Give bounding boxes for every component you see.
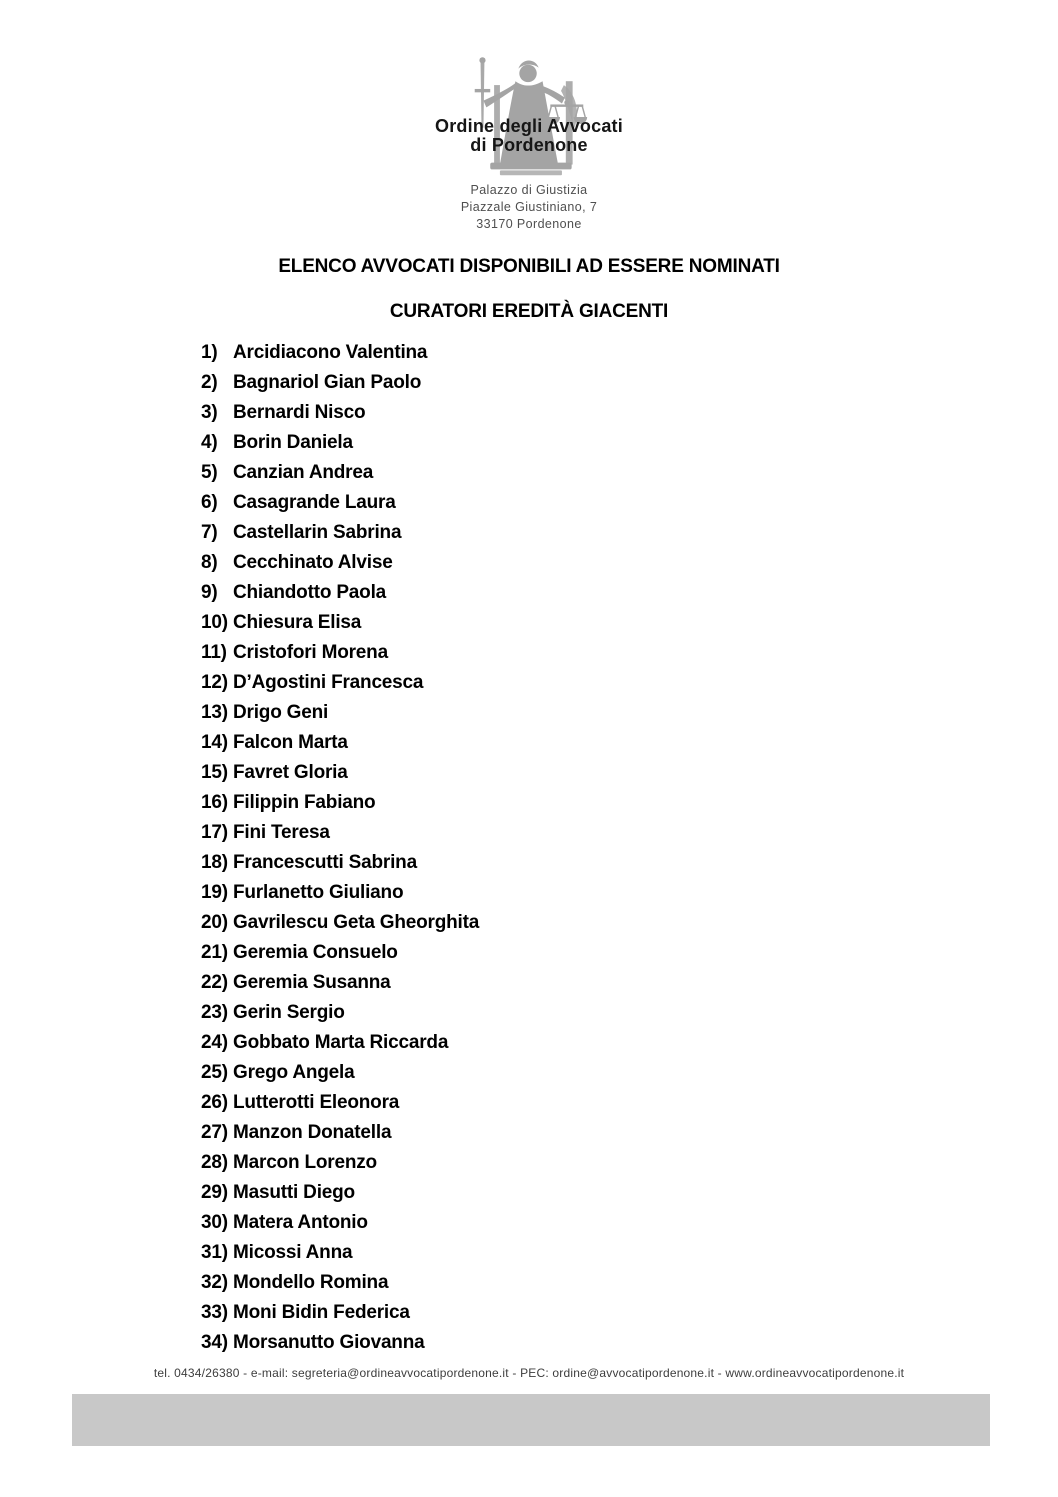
list-item-marker: 21) xyxy=(201,942,228,963)
list-item xyxy=(201,972,901,1002)
list-item xyxy=(201,1182,901,1212)
list-item-marker: 13) xyxy=(201,702,228,723)
list-item-marker: 12) xyxy=(201,672,228,693)
list-item-name: Matera Antonio xyxy=(233,1212,368,1233)
list-item-marker: 31) xyxy=(201,1242,228,1263)
list-item-marker: 17) xyxy=(201,822,228,843)
list-item-marker: 11) xyxy=(201,642,227,663)
org-name xyxy=(0,117,1058,155)
list-item-name: Morsanutto Giovanna xyxy=(233,1332,425,1353)
list-item xyxy=(201,702,901,732)
list-item-marker: 29) xyxy=(201,1182,228,1203)
list-item-name: Moni Bidin Federica xyxy=(233,1302,410,1323)
list-item-marker: 7) xyxy=(201,522,218,543)
list-item-name: Francescutti Sabrina xyxy=(233,852,417,873)
list-item-marker: 27) xyxy=(201,1122,228,1143)
list-item-name: Chiesura Elisa xyxy=(233,612,362,633)
list-item-marker: 5) xyxy=(201,462,218,483)
address-line-city: 33170 Pordenone xyxy=(476,217,582,231)
list-item xyxy=(201,1152,901,1182)
address-line-building: Palazzo di Giustizia xyxy=(470,183,588,197)
list-item-marker: 24) xyxy=(201,1032,228,1053)
list-item-name: Micossi Anna xyxy=(233,1242,353,1263)
list-item-name: Bernardi Nisco xyxy=(233,402,366,423)
list-item-name: Gerin Sergio xyxy=(233,1002,345,1023)
lawyer-list xyxy=(201,342,901,1362)
list-item-marker: 28) xyxy=(201,1152,228,1173)
list-item-marker: 30) xyxy=(201,1212,228,1233)
list-item xyxy=(201,1122,901,1152)
list-item xyxy=(201,942,901,972)
list-item xyxy=(201,792,901,822)
list-item xyxy=(201,1032,901,1062)
list-item-marker: 10) xyxy=(201,612,228,633)
list-item-marker: 2) xyxy=(201,372,218,393)
list-item-name: Filippin Fabiano xyxy=(233,792,376,813)
footer-contact-line: tel. 0434/26380 - e-mail: segreteria@ordineavvocatipordenone.it - PEC: ordine@avvocatipordenone.it - www.ordineavvocatipordenone.it xyxy=(153,1366,905,1380)
list-item-name: Drigo Geni xyxy=(233,702,329,723)
list-item-marker: 32) xyxy=(201,1272,228,1293)
list-item-name: Masutti Diego xyxy=(233,1182,355,1203)
list-item xyxy=(201,1062,901,1092)
list-item xyxy=(201,732,901,762)
list-item xyxy=(201,672,901,702)
list-item-marker: 23) xyxy=(201,1002,228,1023)
list-item-name: Canzian Andrea xyxy=(233,462,374,483)
list-item-name: Casagrande Laura xyxy=(233,492,396,513)
list-item-marker: 9) xyxy=(201,582,218,603)
org-name-line1: Ordine degli Avvocati xyxy=(435,116,623,136)
list-item xyxy=(201,852,901,882)
list-item-marker: 15) xyxy=(201,762,228,783)
list-item xyxy=(201,1332,901,1362)
list-item xyxy=(201,492,901,522)
list-item-name: Furlanetto Giuliano xyxy=(233,882,404,903)
list-item-name: Arcidiacono Valentina xyxy=(233,342,428,363)
list-item-marker: 26) xyxy=(201,1092,228,1113)
list-item xyxy=(201,1092,901,1122)
list-item-name: Gavrilescu Geta Gheorghita xyxy=(233,912,480,933)
list-item-name: Favret Gloria xyxy=(233,762,348,783)
list-item xyxy=(201,552,901,582)
list-item xyxy=(201,342,901,372)
list-item-marker: 33) xyxy=(201,1302,228,1323)
list-item xyxy=(201,432,901,462)
list-item-name: Fini Teresa xyxy=(233,822,330,843)
list-item-name: Cecchinato Alvise xyxy=(233,552,393,573)
list-item-name: Chiandotto Paola xyxy=(233,582,387,603)
list-item-marker: 4) xyxy=(201,432,218,453)
list-item-name: Mondello Romina xyxy=(233,1272,389,1293)
list-item-marker: 22) xyxy=(201,972,228,993)
list-item-name: Bagnariol Gian Paolo xyxy=(233,372,422,393)
list-item xyxy=(201,642,901,672)
list-item-name: Cristofori Morena xyxy=(233,642,388,663)
list-item xyxy=(201,1212,901,1242)
list-item-name: Lutterotti Eleonora xyxy=(233,1092,400,1113)
list-item xyxy=(201,822,901,852)
list-item-name: Grego Angela xyxy=(233,1062,355,1083)
document-title: ELENCO AVVOCATI DISPONIBILI AD ESSERE NOMINATI xyxy=(278,256,780,277)
list-item xyxy=(201,372,901,402)
list-item-name: D’Agostini Francesca xyxy=(233,672,424,693)
list-item-marker: 19) xyxy=(201,882,228,903)
address-block xyxy=(0,182,1058,233)
list-item-name: Geremia Susanna xyxy=(233,972,391,993)
list-item xyxy=(201,762,901,792)
list-item xyxy=(201,1002,901,1032)
footer-bar xyxy=(72,1394,990,1446)
list-item-name: Castellarin Sabrina xyxy=(233,522,402,543)
list-item-marker: 1) xyxy=(201,342,218,363)
org-name-line2: di Pordenone xyxy=(470,135,588,155)
list-item-marker: 8) xyxy=(201,552,218,573)
list-item xyxy=(201,612,901,642)
list-item-marker: 25) xyxy=(201,1062,228,1083)
list-item xyxy=(201,1272,901,1302)
list-item-name: Borin Daniela xyxy=(233,432,353,453)
list-item xyxy=(201,882,901,912)
list-item xyxy=(201,582,901,612)
list-item-name: Gobbato Marta Riccarda xyxy=(233,1032,449,1053)
list-item-marker: 3) xyxy=(201,402,218,423)
list-item xyxy=(201,1302,901,1332)
list-item-marker: 14) xyxy=(201,732,228,753)
list-item xyxy=(201,402,901,432)
list-item-marker: 6) xyxy=(201,492,218,513)
list-item-marker: 16) xyxy=(201,792,228,813)
list-item-marker: 18) xyxy=(201,852,228,873)
list-item-name: Geremia Consuelo xyxy=(233,942,398,963)
list-item xyxy=(201,462,901,492)
list-item-name: Manzon Donatella xyxy=(233,1122,392,1143)
list-item xyxy=(201,912,901,942)
list-item-name: Falcon Marta xyxy=(233,732,348,753)
list-item xyxy=(201,1242,901,1272)
address-line-street: Piazzale Giustiniano, 7 xyxy=(460,200,598,214)
list-item-name: Marcon Lorenzo xyxy=(233,1152,377,1173)
list-item-marker: 20) xyxy=(201,912,228,933)
list-item xyxy=(201,522,901,552)
document-subtitle: CURATORI EREDITÀ GIACENTI xyxy=(389,301,669,322)
list-item-marker: 34) xyxy=(201,1332,228,1353)
